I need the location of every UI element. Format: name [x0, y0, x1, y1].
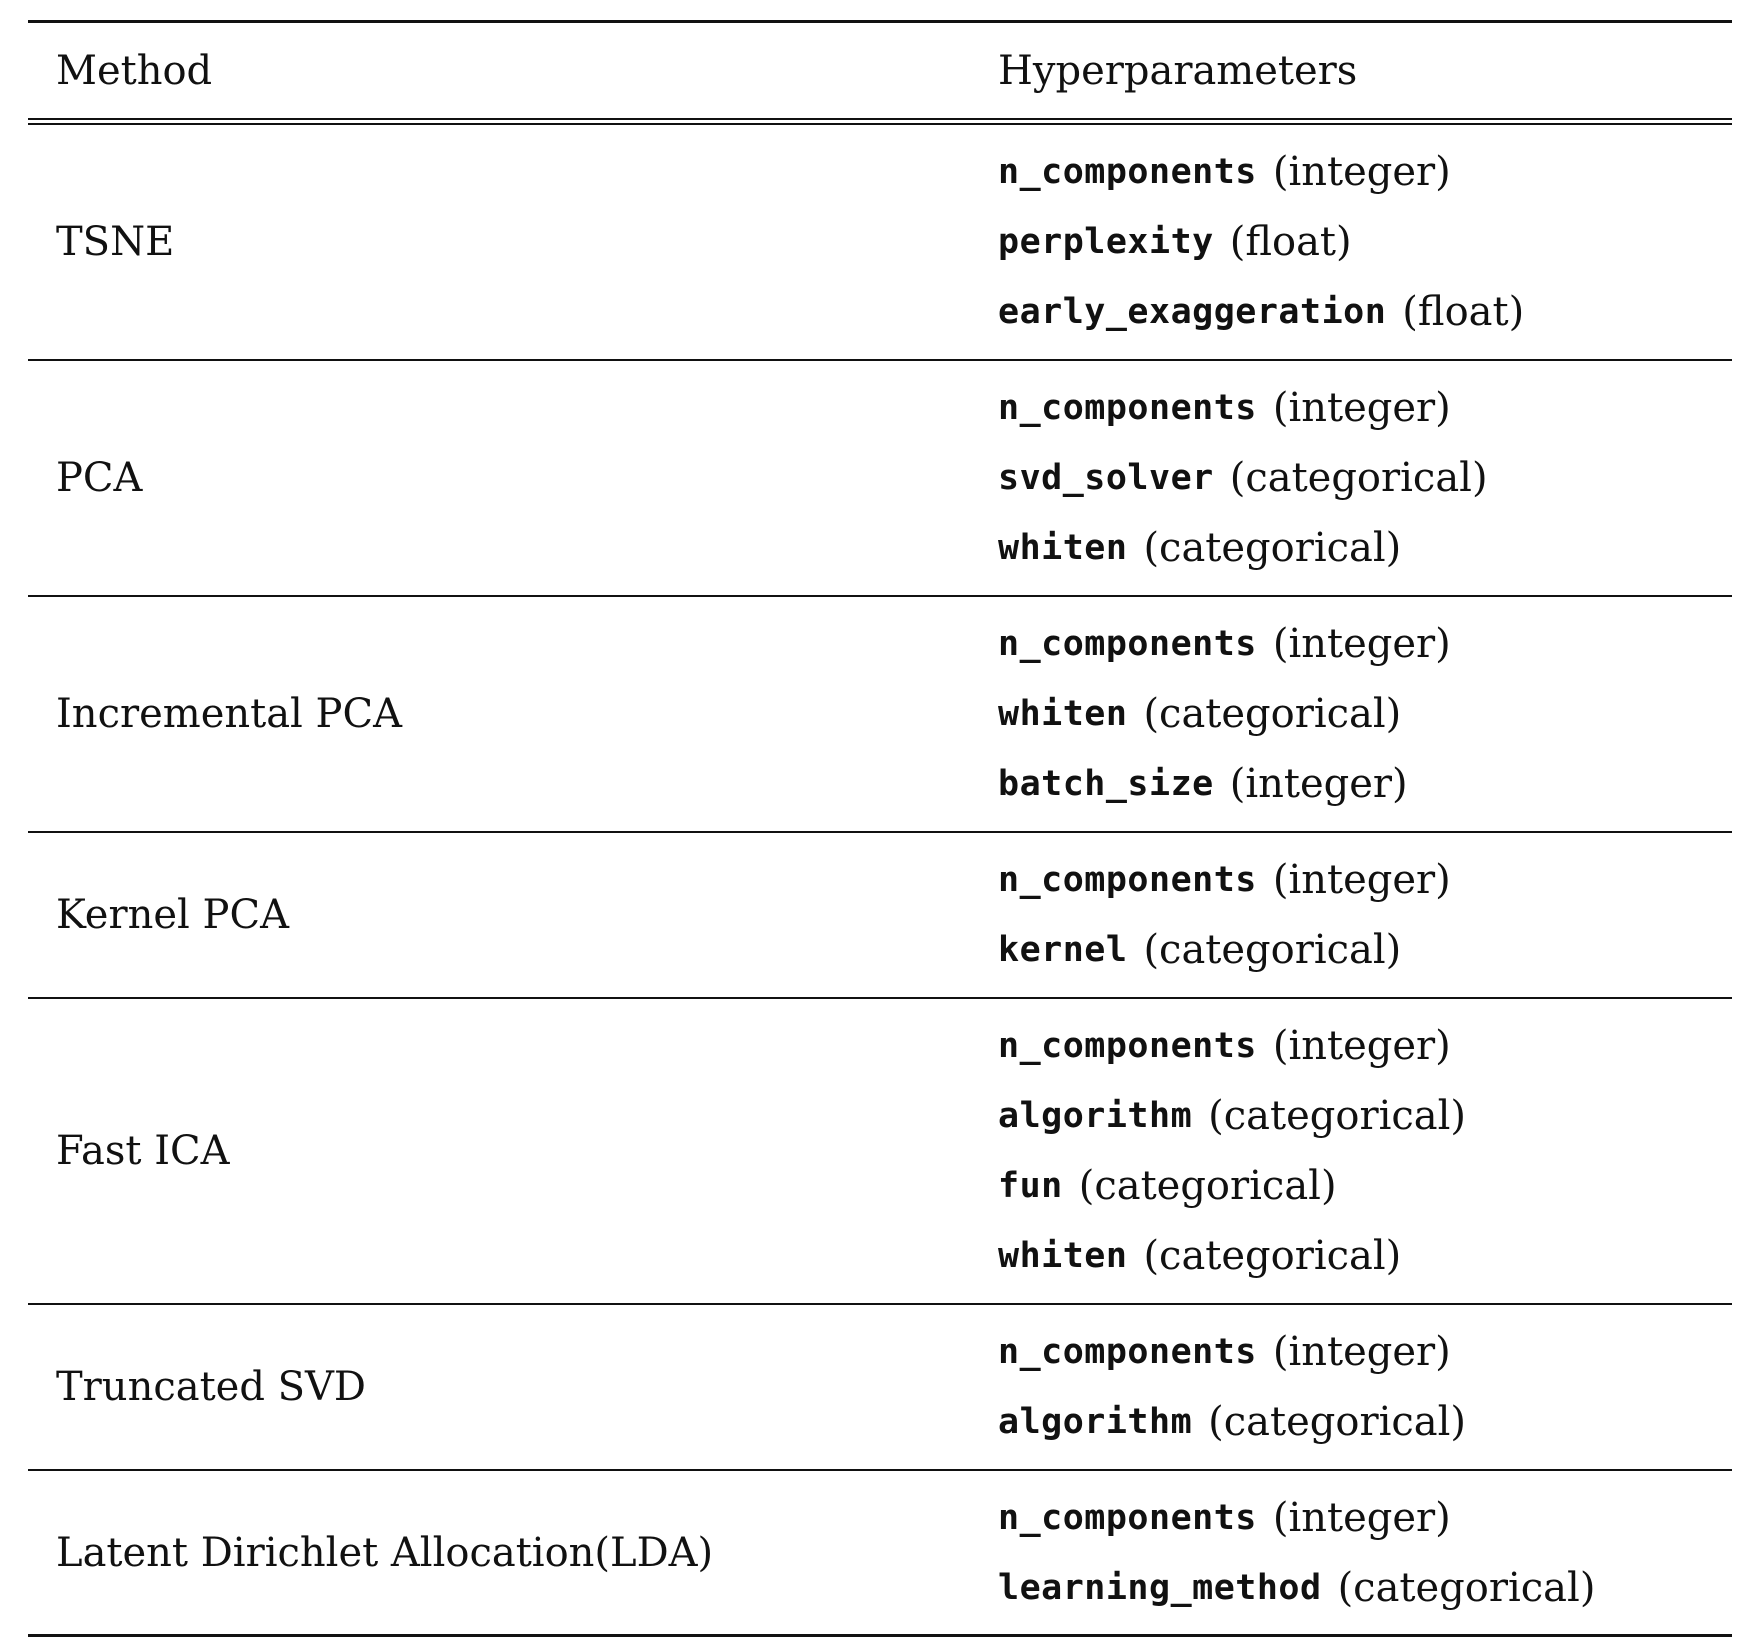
table-row: [28, 597, 1732, 833]
hyperparameter-list: [998, 609, 1451, 819]
hyperparameter-list: [998, 1483, 1595, 1623]
hyperparameter-item: [998, 373, 1488, 443]
hyperparameter-item: [998, 1553, 1595, 1623]
hyperparameter-item: [998, 1483, 1595, 1553]
method-name: Incremental PCA: [56, 691, 402, 737]
method-name: PCA: [56, 455, 143, 501]
hyperparameter-item: [998, 1081, 1466, 1151]
hyperparameter-table: [28, 20, 1732, 1637]
table-body: [28, 125, 1732, 1637]
hyperparameter-name: perplexity: [998, 222, 1214, 262]
hyperparameter-item: [998, 1221, 1466, 1291]
table-row: [28, 361, 1732, 597]
hyperparameter-name: kernel: [998, 930, 1128, 970]
hyperparameter-type: (categorical): [1143, 1233, 1402, 1279]
hyperparameter-name: whiten: [998, 1236, 1128, 1276]
hyperparameter-name: algorithm: [998, 1096, 1193, 1136]
hyperparameter-name: n_components: [998, 1497, 1257, 1538]
hyperparameter-type: (categorical): [1143, 525, 1402, 571]
hyperparameter-type: (categorical): [1229, 455, 1488, 501]
hyperparameter-item: [998, 749, 1451, 819]
table-row: [28, 125, 1732, 361]
table-header: [28, 23, 1732, 118]
hyperparameter-list: [998, 1011, 1466, 1291]
method-name: Fast ICA: [56, 1128, 230, 1174]
hyperparameter-type: (float): [1229, 219, 1352, 265]
method-name: Truncated SVD: [56, 1364, 366, 1410]
header-hyperparameters: Hyperparameters: [998, 48, 1358, 94]
hyperparameter-item: [998, 609, 1451, 679]
hyperparameter-name: algorithm: [998, 1402, 1193, 1442]
hyperparameter-list: [998, 1317, 1466, 1457]
hyperparameter-list: [998, 373, 1488, 583]
hyperparameter-type: (integer): [1272, 1023, 1451, 1069]
hyperparameter-type: (categorical): [1143, 691, 1402, 737]
hyperparameter-item: [998, 845, 1451, 915]
hyperparameter-name: n_components: [998, 1332, 1257, 1372]
hyperparameter-list: [998, 137, 1524, 347]
hyperparameter-type: (integer): [1272, 621, 1451, 667]
hyperparameter-item: [998, 207, 1524, 277]
hyperparameter-name: n_components: [998, 388, 1257, 428]
hyperparameter-list: [998, 845, 1451, 985]
hyperparameter-name: n_components: [998, 1026, 1257, 1066]
hyperparameter-type: (integer): [1272, 857, 1451, 903]
hyperparameter-type: (integer): [1272, 1329, 1451, 1375]
method-name: TSNE: [56, 219, 175, 265]
hyperparameter-name: fun: [998, 1166, 1063, 1206]
hyperparameter-type: (categorical): [1208, 1399, 1467, 1445]
hyperparameter-name: n_components: [998, 152, 1257, 192]
method-name: Latent Dirichlet Allocation(LDA): [56, 1529, 714, 1576]
hyperparameter-name: early_exaggeration: [998, 292, 1387, 332]
hyperparameter-item: [998, 443, 1488, 513]
header-double-rule: [28, 118, 1732, 125]
hyperparameter-item: [998, 277, 1524, 347]
hyperparameter-item: [998, 1317, 1466, 1387]
hyperparameter-type: (integer): [1272, 149, 1451, 195]
hyperparameter-item: [998, 1011, 1466, 1081]
hyperparameter-item: [998, 513, 1488, 583]
hyperparameter-type: (categorical): [1143, 927, 1402, 973]
hyperparameter-type: (categorical): [1337, 1564, 1596, 1611]
hyperparameter-name: n_components: [998, 860, 1257, 900]
hyperparameter-type: (categorical): [1078, 1163, 1337, 1209]
hyperparameter-type: (float): [1402, 289, 1525, 335]
hyperparameter-name: batch_size: [998, 764, 1214, 804]
hyperparameter-type: (integer): [1272, 385, 1451, 431]
table-row: [28, 1305, 1732, 1471]
hyperparameter-item: [998, 137, 1524, 207]
hyperparameter-type: (integer): [1229, 761, 1408, 807]
hyperparameter-type: (integer): [1272, 1494, 1451, 1541]
table-row: [28, 999, 1732, 1305]
table-row: [28, 1471, 1732, 1637]
hyperparameter-item: [998, 1387, 1466, 1457]
hyperparameter-name: n_components: [998, 624, 1257, 664]
header-method: Method: [56, 48, 213, 94]
hyperparameter-name: learning_method: [998, 1567, 1322, 1608]
hyperparameter-item: [998, 915, 1451, 985]
hyperparameter-name: svd_solver: [998, 458, 1214, 498]
hyperparameter-item: [998, 679, 1451, 749]
hyperparameter-type: (categorical): [1208, 1093, 1467, 1139]
hyperparameter-name: whiten: [998, 528, 1128, 568]
method-name: Kernel PCA: [56, 892, 289, 938]
table-row: [28, 833, 1732, 999]
hyperparameter-name: whiten: [998, 694, 1128, 734]
hyperparameter-item: [998, 1151, 1466, 1221]
